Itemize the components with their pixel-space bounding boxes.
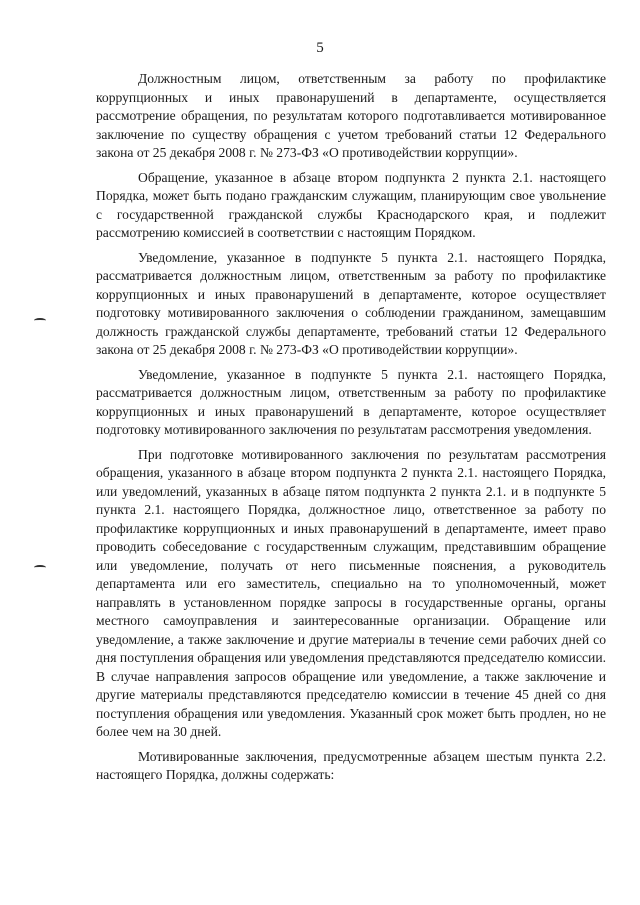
page-number: 5 [316,40,324,56]
paragraph: Уведомление, указанное в подпункте 5 пункта 2.1. настоящего Порядка, рассматривается должностным лицом, ответственным за работу по профилактике коррупционных и иных правонарушений в департаменте, которое осуществляет подготовку мотивированного заключения о соблюдении гражданином, замещавшим должность гражданской службы департаменте, требований статьи 12 Федерального закона от 25 декабря 2008 г. № 273-ФЗ «О противодействии коррупции». [96,249,606,357]
paragraph: Мотивированные заключения, предусмотренные абзацем шестым пункта 2.2. настоящего Порядка, должны содержать: [96,748,606,782]
paragraph: Должностным лицом, ответственным за работу по профилактике коррупционных и иных правонарушений в департаменте, осуществляется рассмотрение обращения, по результатам которого подготавливается мотивированное заключение по существу обращения с учетом требований статьи 12 Федерального закона от 25 декабря 2008 г. № 273-ФЗ «О противодействии коррупции». [96,71,606,160]
paragraph: При подготовке мотивированного заключения по результатам рассмотрения обращения, указанного в абзаце втором подпункта 2 пункта 2.1. настоящего Порядка, или уведомлений, указанных в абзаце пятом подпункта 2 пункта 2.1. и в подпункте 5 пункта 2.1. настоящего Порядка, должностное лицо, ответственное за работу по профилактике коррупционных и иных правонарушений в департаменте, имеет право проводить собеседование с государственным служащим, представившим обращение или уведомление, получать от него письменные пояснения, а руководитель департамента или его заместитель, специально на то уполномоченный, может направлять в установленном порядке запросы в государственные органы, органы местного самоуправления и заинтересованные организации. Обращение или уведомление, а также заключение и другие материалы в течение семи рабочих дней со дня поступления обращения или уведомления представляются председателю комиссии. В случае направления запросов обращение или уведомление, а также заключение и другие материалы представляются председателю комиссии в течение 45 дней со дня поступления обращения или уведомления. Указанный срок может быть продлен, но не более чем на 30 дней. [96,446,606,739]
scan-mark-bottom [34,565,46,570]
scan-mark-top [34,318,46,323]
paragraph: Уведомление, указанное в подпункте 5 пункта 2.1. настоящего Порядка, рассматривается должностным лицом, ответственным за работу по профилактике коррупционных и иных правонарушений в департаменте, которое осуществляет подготовку мотивированного заключения по результатам рассмотрения уведомления. [96,366,606,437]
paragraph: Обращение, указанное в абзаце втором подпункта 2 пункта 2.1. настоящего Порядка, может быть подано гражданским служащим, планирующим свое увольнение с государственной гражданской службы Краснодарского края, и подлежит рассмотрению комиссией в соответствии с настоящим Порядком. [96,169,606,240]
document-body [96,70,606,791]
